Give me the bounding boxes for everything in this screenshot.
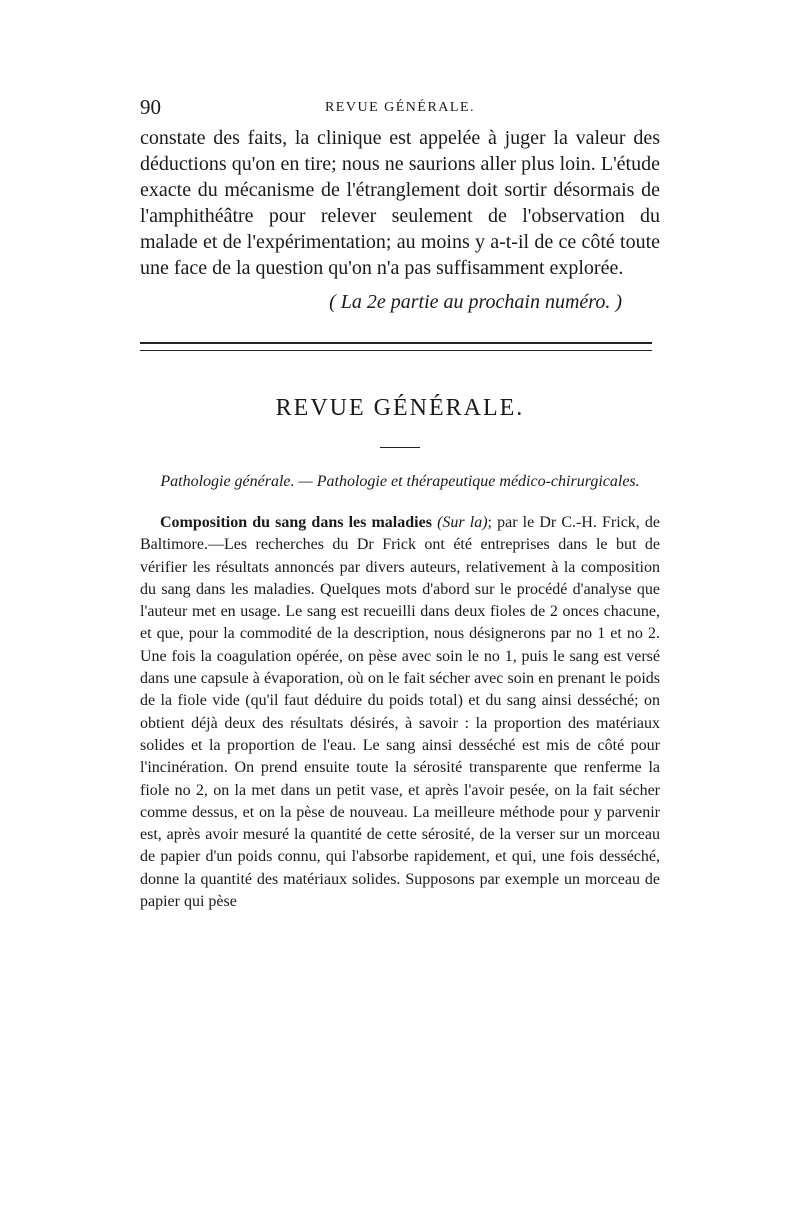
continued-paragraph: constate des faits, la clinique est appelée à juger la valeur des déductions qu'on en tire; nous ne saurions aller plus loin. L'étude exacte du mécanisme de l'étranglement doit sortir désormais de l'amphithéâtre pour relever seulement de l'observation du malade et de l'expérimentation; au moins y a-t-il de ce côté toute une face de la question qu'on n'a pas suffisamment explorée. — [140, 127, 660, 279]
article — [140, 512, 660, 913]
article-heading-note: (Sur la) — [437, 514, 488, 531]
continued-text-block — [140, 125, 660, 281]
section-divider — [140, 342, 652, 351]
running-title: REVUE GÉNÉRALE. — [324, 100, 476, 115]
title-rule — [380, 447, 420, 448]
article-body: ; par le Dr C.-H. Frick, de Baltimore.—Les recherches du Dr Frick ont été entreprises dans le but de vérifier les résultats annoncés par divers auteurs, relativement à la composition du sang dans les maladies. Quelques mots d'abord sur le procédé d'analyse que l'auteur met en usage. Le sang est recueilli dans deux fioles de 2 onces chacune, et que, pour la commodité de la description, nous désignerons par no 1 et no 2. Une fois la coagulation opérée, on pèse avec soin le no 1, puis le sang est versé dans une capsule à évaporation, où on le fait sécher avec soin en prenant le poids de la fiole vide (qu'il faut déduire du poids total) et du sang ainsi desséché; on obtient déjà deux des résultats désirés, à savoir : la proportion des matériaux solides et la proportion de l'eau. Le sang ainsi desséché est mis de côté pour l'incinération. On prend ensuite toute la sérosité transparente que renferme la fiole no 2, on la met dans un petit vase, et après l'avoir pesée, on la fait sécher comme dessus, et on la pèse de nouveau. La meilleure méthode pour y parvenir est, après avoir mesuré la quantité de cette sérosité, de la verser sur un morceau de papier d'un poids connu, qui l'absorbe rapidement, et qui, une fois desséché, donne la quantité des matériaux solides. Supposons par exemple un morceau de papier qui pèse — [140, 514, 661, 911]
article-heading: Composition du sang dans les maladies — [160, 514, 432, 531]
running-head — [140, 95, 660, 125]
section-title: REVUE GÉNÉRALE. — [275, 395, 525, 421]
article-paragraph — [140, 512, 660, 913]
subsection-heading: Pathologie générale. — Pathologie et thérapeutique médico-chirurgicales. — [160, 473, 640, 490]
page-number: 90 — [140, 95, 161, 119]
continuation-note: ( La 2e partie au prochain numéro. ) — [329, 291, 622, 313]
page — [140, 95, 660, 913]
